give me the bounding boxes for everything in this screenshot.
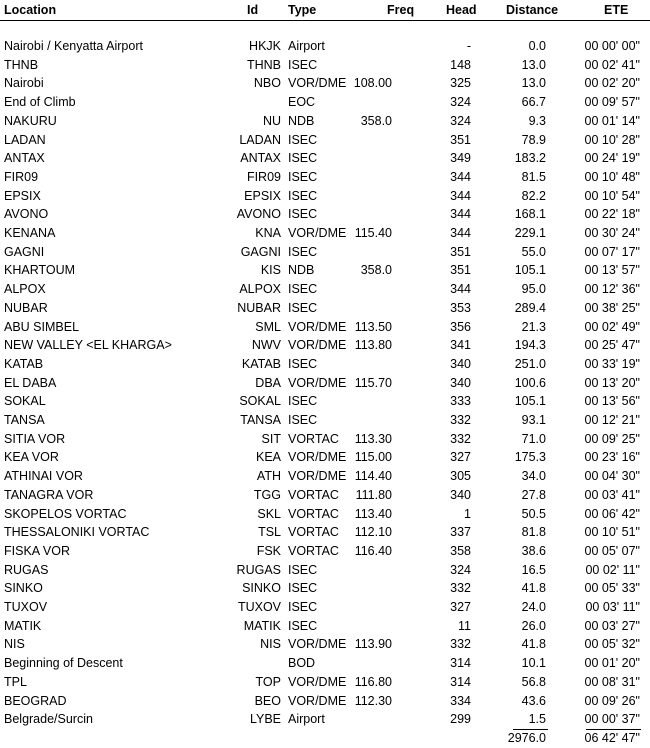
location-cell: KENANA (4, 226, 56, 240)
ete-cell: 00 03' 27" (584, 618, 640, 633)
table-row[interactable] (0, 580, 650, 598)
id-cell: LYBE (249, 712, 281, 727)
head-cell: 349 (450, 151, 471, 166)
header-divider (0, 20, 650, 21)
distance-cell: 41.8 (521, 637, 546, 652)
freq-cell: 113.50 (354, 319, 392, 334)
ete-cell: 00 06' 42" (584, 506, 640, 521)
distance-cell: 9.3 (528, 113, 546, 128)
ete-cell: 00 05' 07" (584, 543, 640, 558)
type-cell: NDB (288, 263, 315, 278)
head-cell: - (466, 39, 471, 53)
ete-cell: 00 02' 41" (584, 57, 640, 72)
distance-cell: 41.8 (521, 581, 546, 596)
head-cell: 299 (450, 712, 471, 727)
type-cell: VOR/DME (288, 319, 347, 334)
id-cell: TOP (255, 674, 281, 689)
location-cell: RUGAS (4, 562, 49, 577)
location-cell: Nairobi (4, 76, 44, 91)
freq-cell: 358.0 (360, 113, 392, 128)
distance-cell: 43.6 (521, 693, 546, 708)
head-cell: 314 (450, 656, 471, 671)
ete-cell: 00 09' 26" (584, 693, 640, 708)
id-cell: SOKAL (239, 394, 281, 409)
head-cell: 351 (450, 244, 471, 259)
id-cell: NIS (260, 637, 281, 652)
freq-cell: 112.10 (354, 525, 392, 540)
location-cell: Beginning of Descent (4, 656, 123, 671)
table-row[interactable] (0, 655, 650, 673)
location-cell: SINKO (4, 581, 43, 596)
location-cell: NEW VALLEY <EL KHARGA> (4, 338, 172, 353)
head-cell: 358 (450, 543, 471, 558)
type-cell: BOD (288, 656, 316, 671)
type-cell: ISEC (288, 618, 318, 633)
distance-cell: 21.3 (521, 319, 546, 334)
id-cell: NBO (253, 76, 281, 91)
distance-cell: 13.0 (521, 57, 546, 72)
freq-cell: 113.90 (354, 637, 392, 652)
location-cell: LADAN (4, 132, 46, 147)
ete-cell: 00 10' 54" (584, 188, 640, 203)
location-cell: KATAB (4, 356, 44, 371)
ete-cell: 00 13' 57" (584, 263, 640, 278)
table-row[interactable] (0, 262, 650, 280)
ete-cell: 00 30' 24" (584, 226, 640, 240)
head-cell: 332 (450, 581, 471, 596)
table-row[interactable] (0, 636, 650, 654)
table-row[interactable] (0, 206, 650, 224)
distance-cell: 0.0 (528, 39, 546, 53)
table-row[interactable] (0, 674, 650, 692)
type-cell: ISEC (288, 282, 318, 297)
id-cell: KIS (260, 263, 281, 278)
head-cell: 325 (450, 76, 471, 91)
distance-cell: 251.0 (514, 356, 546, 371)
distance-cell: 168.1 (514, 207, 546, 222)
ete-cell: 00 38' 25" (584, 300, 640, 315)
head-cell: 327 (450, 600, 471, 614)
id-cell: ATH (256, 469, 281, 484)
head-cell: 334 (450, 693, 471, 708)
ete-cell: 00 02' 49" (584, 319, 640, 334)
id-cell: AVONO (236, 207, 281, 222)
head-cell: 305 (450, 469, 471, 484)
ete-cell: 00 01' 14" (584, 113, 640, 128)
location-cell: TANSA (4, 413, 45, 427)
table-row[interactable] (0, 356, 650, 374)
head-cell: 340 (450, 487, 471, 502)
table-row[interactable] (0, 618, 650, 636)
table-row[interactable] (0, 337, 650, 355)
distance-cell: 26.0 (521, 618, 546, 633)
location-cell: THESSALONIKI VORTAC (4, 525, 150, 540)
id-cell: KNA (255, 226, 281, 240)
location-cell: MATIK (4, 618, 42, 633)
location-cell: ALPOX (4, 282, 46, 297)
id-cell: TANSA (240, 413, 281, 427)
type-cell: VOR/DME (288, 76, 347, 91)
head-cell: 327 (450, 450, 471, 465)
table-row[interactable] (0, 711, 650, 729)
type-cell: VOR/DME (288, 226, 347, 240)
id-cell: NU (262, 113, 281, 128)
table-row[interactable] (0, 393, 650, 411)
distance-cell: 105.1 (514, 263, 546, 278)
head-cell: 332 (450, 413, 471, 427)
header-location: Location (4, 3, 57, 17)
location-cell: SKOPELOS VORTAC (4, 506, 127, 521)
head-cell: 341 (450, 338, 471, 353)
distance-cell: 175.3 (514, 450, 546, 465)
location-cell: GAGNI (4, 244, 45, 259)
distance-cell: 93.1 (521, 413, 546, 427)
head-cell: 332 (450, 431, 471, 446)
id-cell: TSL (258, 525, 281, 540)
id-cell: LADAN (239, 132, 281, 147)
ete-cell: 00 13' 56" (584, 394, 640, 409)
type-cell: ISEC (288, 151, 318, 166)
ete-cell: 00 08' 31" (584, 674, 640, 689)
type-cell: VOR/DME (288, 469, 347, 484)
ete-cell: 00 23' 16" (584, 450, 640, 465)
ete-cell: 00 00' 37" (584, 712, 640, 727)
type-cell: ISEC (288, 413, 318, 427)
head-cell: 324 (450, 95, 471, 110)
table-row[interactable] (0, 524, 650, 542)
table-row[interactable] (0, 449, 650, 467)
head-cell: 344 (450, 207, 471, 222)
type-cell: VOR/DME (288, 637, 347, 652)
table-row[interactable] (0, 244, 650, 262)
table-row[interactable] (0, 57, 650, 75)
type-cell: ISEC (288, 188, 318, 203)
head-cell: 351 (450, 263, 471, 278)
header-type: Type (288, 3, 317, 17)
id-cell: FIR09 (246, 169, 281, 184)
table-row[interactable] (0, 113, 650, 131)
type-cell: VOR/DME (288, 450, 347, 465)
location-cell: KEA VOR (4, 450, 59, 465)
ete-cell: 00 03' 11" (585, 600, 640, 614)
freq-cell: 115.70 (354, 375, 392, 390)
distance-cell: 13.0 (521, 76, 546, 91)
header-freq: Freq (387, 3, 415, 17)
location-cell: BEOGRAD (4, 693, 67, 708)
distance-cell: 95.0 (521, 282, 546, 297)
distance-cell: 50.5 (521, 506, 546, 521)
table-row[interactable] (0, 412, 650, 430)
location-cell: FIR09 (4, 169, 39, 184)
head-cell: 356 (450, 319, 471, 334)
freq-cell: 108.00 (353, 76, 392, 91)
distance-cell: 56.8 (521, 674, 546, 689)
distance-cell: 100.6 (514, 375, 546, 390)
distance-cell: 27.8 (521, 487, 546, 502)
type-cell: ISEC (288, 169, 318, 184)
distance-cell: 16.5 (521, 562, 546, 577)
type-cell: VORTAC (288, 431, 339, 446)
table-row[interactable] (0, 543, 650, 561)
table-row[interactable] (0, 599, 650, 617)
table-row[interactable] (0, 225, 650, 243)
type-cell: EOC (288, 95, 316, 110)
head-cell: 351 (450, 132, 471, 147)
table-row[interactable] (0, 188, 650, 206)
head-cell: 344 (450, 226, 471, 240)
header-id: Id (247, 3, 259, 17)
freq-cell: 116.80 (354, 674, 392, 689)
id-cell: HKJK (249, 39, 281, 53)
id-cell: ANTAX (240, 151, 281, 166)
head-cell: 344 (450, 188, 471, 203)
head-cell: 324 (450, 562, 471, 577)
location-cell: KHARTOUM (4, 263, 76, 278)
type-cell: NDB (288, 113, 315, 128)
distance-cell: 38.6 (521, 543, 546, 558)
location-cell: FISKA VOR (4, 543, 70, 558)
id-cell: KATAB (241, 356, 281, 371)
type-cell: ISEC (288, 394, 318, 409)
table-header (0, 0, 650, 20)
id-cell: MATIK (243, 618, 281, 633)
table-row[interactable] (0, 38, 650, 56)
table-row[interactable] (0, 132, 650, 150)
type-cell: ISEC (288, 300, 318, 315)
table-row[interactable] (0, 487, 650, 505)
location-cell: End of Climb (4, 95, 76, 110)
freq-cell: 113.40 (354, 506, 392, 521)
ete-cell: 00 02' 20" (584, 76, 640, 91)
total-distance: 2976.0 (507, 731, 546, 745)
id-cell: ALPOX (239, 282, 281, 297)
ete-cell: 00 09' 57" (584, 95, 640, 110)
type-cell: VORTAC (288, 506, 339, 521)
type-cell: ISEC (288, 132, 318, 147)
table-row[interactable] (0, 468, 650, 486)
ete-cell: 00 01' 20" (584, 656, 640, 671)
id-cell: RUGAS (236, 562, 281, 577)
distance-cell: 71.0 (521, 431, 546, 446)
id-cell: BEO (254, 693, 281, 708)
distance-cell: 1.5 (528, 712, 546, 727)
type-cell: ISEC (288, 207, 318, 222)
ete-cell: 00 10' 48" (584, 169, 640, 184)
head-cell: 332 (450, 637, 471, 652)
distance-cell: 229.1 (514, 226, 546, 240)
type-cell: ISEC (288, 356, 318, 371)
distance-cell: 34.0 (521, 469, 546, 484)
type-cell: VOR/DME (288, 674, 347, 689)
table-row[interactable] (0, 562, 650, 580)
head-cell: 337 (450, 525, 471, 540)
type-cell: VORTAC (288, 487, 339, 502)
ete-cell: 00 12' 36" (584, 282, 640, 297)
ete-cell: 00 10' 28" (584, 132, 640, 147)
table-row[interactable] (0, 506, 650, 524)
type-cell: ISEC (288, 562, 318, 577)
type-cell: VORTAC (288, 525, 339, 540)
freq-cell: 112.30 (354, 693, 392, 708)
type-cell: VORTAC (288, 543, 339, 558)
totals-row (0, 730, 650, 748)
ete-cell: 00 12' 21" (584, 413, 640, 427)
table-row[interactable] (0, 431, 650, 449)
location-cell: SOKAL (4, 394, 46, 409)
location-cell: THNB (4, 57, 39, 72)
head-cell: 344 (450, 169, 471, 184)
id-cell: SIT (261, 431, 281, 446)
table-row[interactable] (0, 693, 650, 711)
header-head: Head (446, 3, 477, 17)
ete-cell: 00 04' 30" (584, 469, 640, 484)
type-cell: Airport (288, 712, 325, 727)
location-cell: SITIA VOR (4, 431, 66, 446)
location-cell: TUXOV (4, 600, 48, 614)
location-cell: NIS (4, 637, 25, 652)
freq-cell: 115.40 (354, 226, 392, 240)
ete-cell: 00 03' 41" (584, 487, 640, 502)
head-cell: 11 (458, 618, 471, 633)
type-cell: VOR/DME (288, 338, 347, 353)
head-cell: 344 (450, 282, 471, 297)
distance-cell: 10.1 (521, 656, 546, 671)
type-cell: ISEC (288, 600, 318, 614)
id-cell: SINKO (242, 581, 281, 596)
ete-cell: 00 02' 11" (585, 562, 640, 577)
location-cell: NUBAR (4, 300, 48, 315)
head-cell: 314 (450, 674, 471, 689)
location-cell: ANTAX (4, 151, 45, 166)
location-cell: ATHINAI VOR (4, 469, 83, 484)
type-cell: Airport (288, 39, 325, 53)
header-distance: Distance (506, 3, 559, 17)
freq-cell: 358.0 (360, 263, 392, 278)
head-cell: 148 (450, 57, 471, 72)
head-cell: 340 (450, 356, 471, 371)
id-cell: THNB (246, 57, 281, 72)
freq-cell: 111.80 (355, 487, 392, 502)
table-row[interactable] (0, 94, 650, 112)
location-cell: Belgrade/Surcin (4, 712, 93, 727)
total-ete: 06 42' 47" (584, 731, 640, 745)
head-cell: 340 (450, 375, 471, 390)
table-row[interactable] (0, 319, 650, 337)
ete-cell: 00 13' 20" (584, 375, 640, 390)
id-cell: EPSIX (244, 188, 281, 203)
distance-cell: 194.3 (514, 338, 546, 353)
id-cell: TGG (253, 487, 281, 502)
table-row[interactable] (0, 150, 650, 168)
distance-cell: 289.4 (514, 300, 546, 315)
head-cell: 353 (450, 300, 471, 315)
type-cell: ISEC (288, 244, 318, 259)
id-cell: NWV (251, 338, 281, 353)
location-cell: NAKURU (4, 113, 57, 128)
ete-cell: 00 00' 00" (584, 39, 640, 53)
distance-cell: 81.8 (521, 525, 546, 540)
header-ete: ETE (604, 3, 629, 17)
ete-cell: 00 05' 32" (584, 637, 640, 652)
freq-cell: 113.80 (354, 338, 392, 353)
location-cell: EPSIX (4, 188, 41, 203)
distance-cell: 81.5 (521, 169, 546, 184)
head-cell: 1 (464, 506, 471, 521)
ete-cell: 00 05' 33" (584, 581, 640, 596)
id-cell: NUBAR (237, 300, 281, 315)
distance-cell: 82.2 (521, 188, 546, 203)
table-row[interactable] (0, 169, 650, 187)
id-cell: TUXOV (237, 600, 281, 614)
table-row[interactable] (0, 281, 650, 299)
ete-cell: 00 10' 51" (584, 525, 640, 540)
type-cell: ISEC (288, 57, 318, 72)
type-cell: VOR/DME (288, 375, 347, 390)
id-cell: FSK (256, 543, 281, 558)
distance-cell: 55.0 (521, 244, 546, 259)
location-cell: ABU SIMBEL (4, 319, 80, 334)
ete-cell: 00 24' 19" (584, 151, 640, 166)
table-row[interactable] (0, 75, 650, 93)
distance-cell: 66.7 (521, 95, 546, 110)
ete-cell: 00 22' 18" (584, 207, 640, 222)
freq-cell: 113.30 (354, 431, 392, 446)
distance-cell: 183.2 (514, 151, 546, 166)
location-cell: AVONO (4, 207, 49, 222)
ete-cell: 00 09' 25" (584, 431, 640, 446)
id-cell: DBA (255, 375, 281, 390)
head-cell: 333 (450, 394, 471, 409)
freq-cell: 115.00 (354, 450, 392, 465)
location-cell: TANAGRA VOR (4, 487, 94, 502)
id-cell: KEA (255, 450, 281, 465)
freq-cell: 116.40 (354, 543, 392, 558)
location-cell: EL DABA (4, 375, 57, 390)
table-row[interactable] (0, 300, 650, 318)
distance-cell: 24.0 (521, 600, 546, 614)
id-cell: GAGNI (240, 244, 281, 259)
distance-cell: 78.9 (521, 132, 546, 147)
type-cell: VOR/DME (288, 693, 347, 708)
ete-cell: 00 25' 47" (584, 338, 640, 353)
id-cell: SKL (257, 506, 281, 521)
ete-cell: 00 33' 19" (584, 356, 640, 371)
location-cell: TPL (4, 674, 27, 689)
type-cell: ISEC (288, 581, 318, 596)
freq-cell: 114.40 (354, 469, 392, 484)
head-cell: 324 (450, 113, 471, 128)
location-cell: Nairobi / Kenyatta Airport (4, 39, 143, 53)
distance-cell: 105.1 (514, 394, 546, 409)
id-cell: SML (255, 319, 281, 334)
table-row[interactable] (0, 375, 650, 393)
ete-cell: 00 07' 17" (584, 244, 640, 259)
